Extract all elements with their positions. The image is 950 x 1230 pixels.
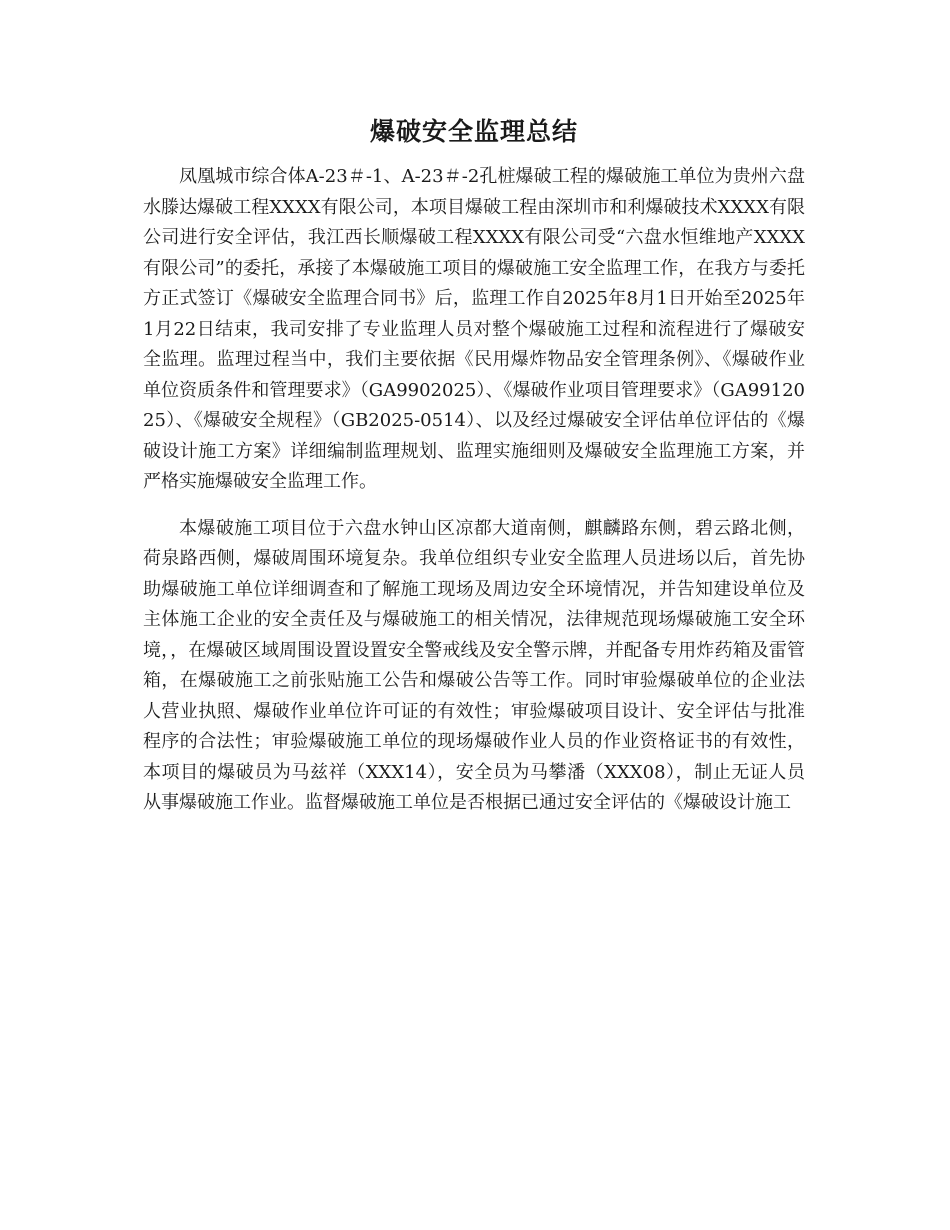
paragraph-2: 本爆破施工项目位于六盘水钟山区凉都大道南侧，麒麟路东侧，碧云路北侧，荷泉路西侧，爆破周围环境复杂。我单位组织专业安全监理人员进场以后，首先协助爆破施工单位详细调查和了解施工现场及周边安全环境情况，并告知建设单位及主体施工企业的安全责任及与爆破施工的相关情况，法律规范现场爆破施工安全环境，，在爆破区域周围设置设置安全警戒线及安全警示牌，并配备专用炸药箱及雷管箱，在爆破施工之前张贴施工公告和爆破公告等工作。同时审验爆破单位的企业法人营业执照、爆破作业单位许可证的有效性；审验爆破项目设计、安全评估与批准程序的合法性；审验爆破施工单位的现场爆破作业人员的作业资格证书的有效性，本项目的爆破员为马兹祥（XXX14），安全员为马攀潘（XXX08），制止无证人员从事爆破施工作业。监督爆破施工单位是否根据已通过安全评估的《爆破设计施工 bbox=[143, 517, 805, 813]
document-page bbox=[143, 112, 805, 819]
document-title: 爆破安全监理总结 bbox=[369, 117, 578, 146]
paragraph-1: 凤凰城市综合体A-23＃-1、A-23＃-2孔桩爆破工程的爆破施工单位为贵州六盘水滕达爆破工程XXXX有限公司，本项目爆破工程由深圳市和利爆破技术XXXX有限公司进行安全评估，我江西长顺爆破工程XXXX有限公司受“六盘水恒维地产XXXX有限公司”的委托，承接了本爆破施工项目的爆破施工安全监理工作，在我方与委托方正式签订《爆破安全监理合同书》后，监理工作自2025年8月1日开始至2025年1月22日结束，我司安排了专业监理人员对整个爆破施工过程和流程进行了爆破安全监理。监理过程当中，我们主要依据《民用爆炸物品安全管理条例》、《爆破作业单位资质条件和管理要求》（GA9902025）、《爆破作业项目管理要求》（GA9912025）、《爆破安全规程》（GB2025-0514）、以及经过爆破安全评估单位评估的《爆破设计施工方案》详细编制监理规划、监理实施细则及爆破安全监理施工方案，并严格实施爆破安全监理工作。 bbox=[143, 166, 805, 492]
